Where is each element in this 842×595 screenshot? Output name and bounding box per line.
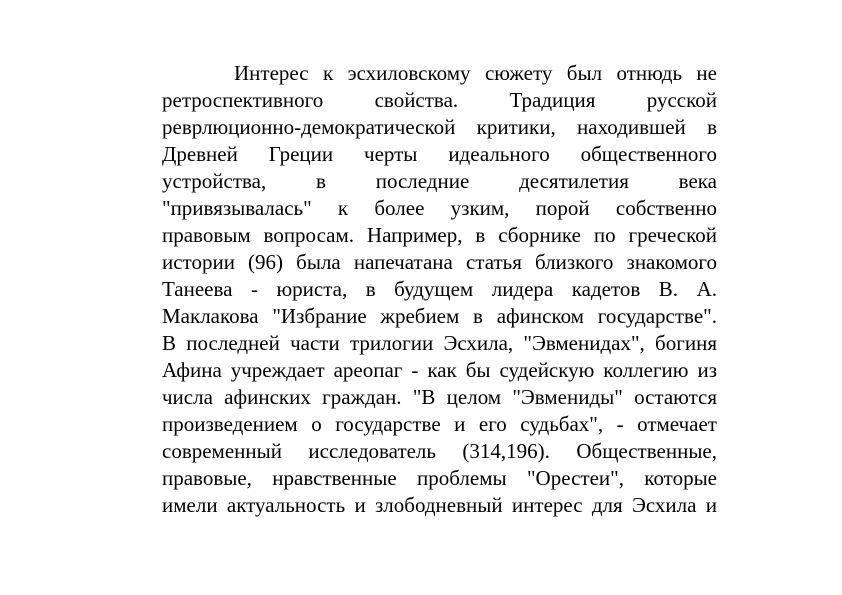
text-line: числа афинских граждан. "В целом "Эвмениды" остаются xyxy=(162,385,717,409)
body-text xyxy=(162,60,717,519)
text-line: ретроспективного свойства. Традиция русской xyxy=(162,88,717,112)
text-line: Маклакова "Избрание жребием в афинском государстве". xyxy=(162,304,717,328)
text-line: Интерес к эсхиловскому сюжету был отнюдь не xyxy=(234,61,717,85)
text-line: "привязывалась" к более узким, порой собственно xyxy=(162,196,717,220)
text-line: Древней Греции черты идеального общественного xyxy=(162,142,717,166)
text-line: истории (96) была напечатана статья близкого знакомого xyxy=(162,250,717,274)
text-line: устройства, в последние десятилетия века xyxy=(162,169,717,193)
text-line: В последней части трилогии Эсхила, "Эвменидах", богиня xyxy=(162,331,717,355)
text-line: современный исследователь (314,196). Общественные, xyxy=(162,439,717,463)
text-line: произведением о государстве и его судьбах", - отмечает xyxy=(162,412,717,436)
text-line: Танеева - юриста, в будущем лидера кадетов В. А. xyxy=(162,277,717,301)
text-line: Афина учреждает ареопаг - как бы судейскую коллегию из xyxy=(162,358,717,382)
text-line: правовым вопросам. Например, в сборнике по греческой xyxy=(162,223,717,247)
text-line: имели актуальность и злободневный интерес для Эсхила и xyxy=(162,493,717,517)
text-line: реврлюционно-демократической критики, находившей в xyxy=(162,115,717,139)
text-line: правовые, нравственные проблемы "Орестеи", которые xyxy=(162,466,717,490)
